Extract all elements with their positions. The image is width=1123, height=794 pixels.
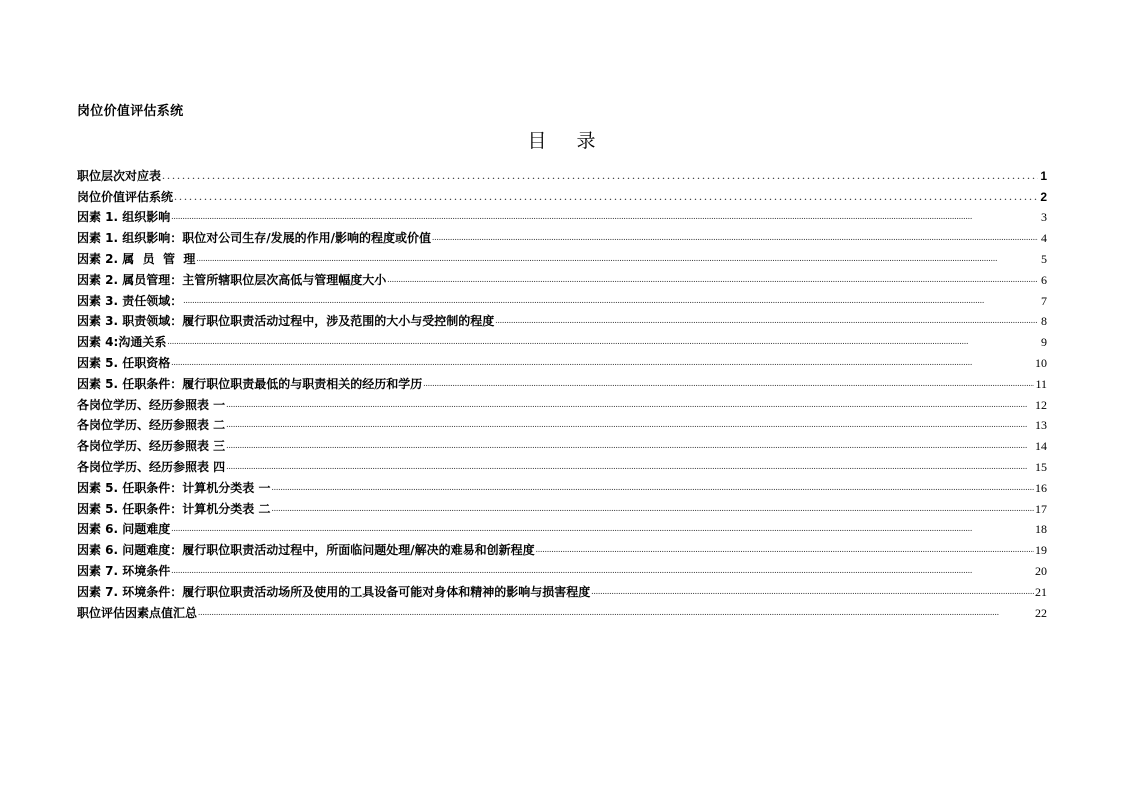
toc-dot-leader [226, 461, 1034, 472]
toc-entry-page-number: 22 [1035, 605, 1047, 620]
toc-entry-label: 各岗位学历、经历参照表 四 [77, 459, 226, 474]
toc-entry-label: 因素 6. 问题难度 [77, 522, 171, 537]
toc-entry-page-number: 21 [1035, 584, 1047, 599]
toc-entry-page-number: 10 [1035, 355, 1047, 370]
toc-dot-leader [536, 544, 1034, 555]
toc-dot-leader [591, 586, 1034, 597]
toc-entry-page-number: 9 [1041, 335, 1047, 350]
toc-dot-leader [171, 211, 1038, 222]
toc-entry-label: 因素 2. 属员管理：主管所辖职位层次高低与管理幅度大小 [77, 272, 387, 287]
toc-dot-leader [226, 440, 1034, 451]
toc-entry[interactable] [77, 536, 1047, 557]
toc-entry-page-number: 3 [1041, 210, 1047, 225]
toc-entry-label: 因素 5. 任职条件：履行职位职责最低的与职责相关的经历和学历 [77, 376, 423, 391]
toc-entry-page-number: 13 [1035, 418, 1047, 433]
toc-entry-page-number: 6 [1041, 272, 1047, 287]
toc-entry-page-number: 18 [1035, 522, 1047, 537]
toc-dot-leader [432, 232, 1038, 243]
toc-dot-leader [183, 295, 1038, 306]
toc-entry[interactable] [77, 308, 1047, 329]
toc-entry-label: 因素 2. 属 员 管 理 [77, 251, 196, 266]
toc-entry[interactable] [77, 328, 1047, 349]
toc-entry[interactable] [77, 557, 1047, 578]
toc-entry[interactable] [77, 578, 1047, 599]
toc-entry-page-number: 15 [1035, 459, 1047, 474]
toc-entry-label: 职位层次对应表 [77, 168, 162, 183]
toc-dot-leader [174, 191, 1038, 202]
toc-entry[interactable] [77, 370, 1047, 391]
toc-dot-leader [226, 419, 1034, 430]
toc-entry[interactable] [77, 432, 1047, 453]
toc-dot-leader [198, 607, 1034, 618]
toc-entry-label: 职位评估因素点值汇总 [77, 605, 198, 620]
toc-entry-label: 各岗位学历、经历参照表 三 [77, 439, 226, 454]
toc-entry-label: 因素 6. 问题难度：履行职位职责活动过程中，所面临问题处理/解决的难易和创新程度 [77, 543, 535, 558]
toc-entry[interactable] [77, 224, 1047, 245]
toc-entry-label: 因素 4:沟通关系 [77, 335, 167, 350]
document-header-title: 岗位价值评估系统 [77, 104, 184, 119]
toc-entry[interactable] [77, 183, 1047, 204]
toc-entry[interactable] [77, 391, 1047, 412]
toc-entry-page-number: 11 [1035, 376, 1047, 391]
toc-dot-leader [495, 315, 1038, 326]
toc-entry-page-number: 1 [1040, 168, 1047, 183]
toc-dot-leader [171, 357, 1034, 368]
toc-dot-leader [271, 503, 1034, 514]
toc-dot-leader [196, 253, 1038, 264]
toc-entry-label: 因素 3. 职责领域：履行职位职责活动过程中，涉及范围的大小与受控制的程度 [77, 314, 495, 329]
toc-entry-label: 各岗位学历、经历参照表 二 [77, 418, 226, 433]
toc-entry-label: 因素 5. 任职条件：计算机分类表 一 [77, 480, 271, 495]
toc-entry-page-number: 19 [1035, 543, 1047, 558]
toc-entry-page-number: 2 [1040, 189, 1047, 204]
toc-dot-leader [387, 274, 1038, 285]
toc-entry-page-number: 4 [1041, 231, 1047, 246]
toc-entry-page-number: 7 [1041, 293, 1047, 308]
toc-dot-leader [167, 336, 1038, 347]
toc-entry-label: 因素 5. 任职资格 [77, 355, 171, 370]
toc-entry[interactable] [77, 412, 1047, 433]
toc-entry-label: 因素 1. 组织影响 [77, 210, 171, 225]
toc-entry[interactable] [77, 516, 1047, 537]
table-of-contents [77, 162, 1047, 620]
toc-entry-label: 因素 1. 组织影响：职位对公司生存/发展的作用/影响的程度或价值 [77, 231, 432, 246]
toc-entry-page-number: 14 [1035, 439, 1047, 454]
toc-entry-label: 各岗位学历、经历参照表 一 [77, 397, 226, 412]
toc-entry[interactable] [77, 245, 1047, 266]
toc-entry[interactable] [77, 349, 1047, 370]
toc-entry[interactable] [77, 287, 1047, 308]
toc-entry-label: 因素 3. 责任领域： [77, 293, 183, 308]
toc-dot-leader [423, 378, 1034, 389]
toc-entry-page-number: 5 [1041, 251, 1047, 266]
toc-entry-page-number: 17 [1035, 501, 1047, 516]
toc-entry-page-number: 8 [1041, 314, 1047, 329]
toc-dot-leader [171, 565, 1034, 576]
toc-entry[interactable] [77, 474, 1047, 495]
toc-dot-leader [171, 523, 1034, 534]
toc-entry-page-number: 16 [1035, 480, 1047, 495]
toc-entry[interactable] [77, 162, 1047, 183]
toc-entry[interactable] [77, 495, 1047, 516]
toc-dot-leader [271, 482, 1034, 493]
toc-entry-page-number: 20 [1035, 563, 1047, 578]
toc-entry[interactable] [77, 453, 1047, 474]
toc-entry[interactable] [77, 266, 1047, 287]
toc-dot-leader [226, 399, 1034, 410]
toc-entry-page-number: 12 [1035, 397, 1047, 412]
toc-entry-label: 因素 7. 环境条件 [77, 563, 171, 578]
toc-entry[interactable] [77, 599, 1047, 620]
toc-dot-leader [162, 170, 1038, 181]
toc-entry-label: 因素 5. 任职条件：计算机分类表 二 [77, 501, 271, 516]
toc-entry-label: 因素 7. 环境条件：履行职位职责活动场所及使用的工具设备可能对身体和精神的影响与损害程度 [77, 584, 591, 599]
toc-entry-label: 岗位价值评估系统 [77, 189, 174, 204]
toc-heading: 目 录 [527, 130, 596, 152]
toc-entry[interactable] [77, 204, 1047, 225]
